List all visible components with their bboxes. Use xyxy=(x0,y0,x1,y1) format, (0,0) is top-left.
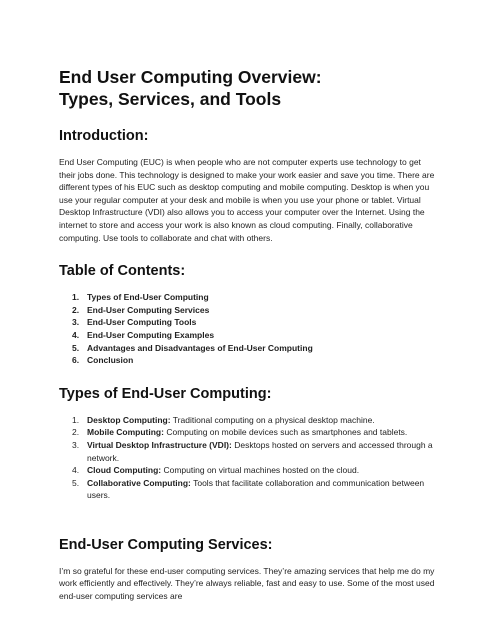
types-item-number: 4. xyxy=(72,465,80,476)
types-item xyxy=(59,439,439,464)
types-item-description: Computing on mobile devices such as smartphones and tablets. xyxy=(163,427,408,438)
toc-item-label: End-User Computing Examples xyxy=(87,329,215,340)
toc-item-number: 1. xyxy=(72,292,80,303)
toc-item-number: 4. xyxy=(72,329,80,340)
toc-heading: Table of Contents: xyxy=(59,263,186,280)
toc-item-label: End-User Computing Tools xyxy=(87,317,197,328)
types-item-description: Desktops hosted on servers and accessed through a network. xyxy=(87,439,433,463)
document-title-line-2: Types, Services, and Tools xyxy=(59,89,282,109)
types-item-number: 3. xyxy=(72,439,80,450)
toc-item-number: 5. xyxy=(72,342,80,353)
types-item-number: 5. xyxy=(72,477,80,488)
toc-item xyxy=(59,354,439,367)
types-item-term: Mobile Computing: xyxy=(87,427,164,438)
types-item xyxy=(59,414,439,427)
types-item-term: Desktop Computing: xyxy=(87,414,171,425)
toc-item-number: 3. xyxy=(72,317,80,328)
introduction-heading: Introduction: xyxy=(59,128,149,144)
toc-item-label: Conclusion xyxy=(87,355,134,366)
toc-item-label: End-User Computing Services xyxy=(87,304,210,315)
toc-item xyxy=(59,342,439,355)
types-item-number: 2. xyxy=(72,427,80,438)
types-item-description: Tools that facilitate collaboration and communication between users. xyxy=(87,477,425,501)
toc-item-label: Advantages and Disadvantages of End-User Computing xyxy=(87,342,313,353)
types-item-term: Collaborative Computing: xyxy=(87,477,191,488)
types-item xyxy=(59,426,439,439)
types-item-number: 1. xyxy=(72,414,80,425)
types-item-term: Cloud Computing: xyxy=(87,465,162,476)
introduction-paragraph: End User Computing (EUC) is when people who are not computer experts use technology to get their jobs done. This technology is designed to make your work easier and save you time. There are different types of his EUC such as desktop computing and mobile computing. Desktop is when you use your regular computer at your desk and mobile is when you use your phone or tablet. Virtual Desktop Infrastructure (VDI) also allows you to access your computer over the Internet. Using the internet to store and access your work is also known as cloud computing. Finally, collaborative computing. Use tools to collaborate and chat with others. xyxy=(59,157,435,243)
toc-item-label: Types of End-User Computing xyxy=(87,292,209,303)
document-title xyxy=(59,66,439,110)
types-item-term: Virtual Desktop Infrastructure (VDI): xyxy=(87,439,232,450)
types-item xyxy=(59,477,439,502)
document-page xyxy=(59,66,439,603)
toc-item xyxy=(59,291,439,304)
services-heading: End-User Computing Services: xyxy=(59,536,273,553)
types-item xyxy=(59,464,439,477)
types-item-description: Traditional computing on a physical desktop machine. xyxy=(170,414,375,425)
toc-item xyxy=(59,316,439,329)
toc-item-number: 6. xyxy=(72,355,80,366)
document-title-line-1: End User Computing Overview: xyxy=(59,67,322,87)
toc-item xyxy=(59,304,439,317)
types-list xyxy=(59,414,439,502)
toc-item-number: 2. xyxy=(72,304,80,315)
toc-item xyxy=(59,329,439,342)
toc-list xyxy=(59,291,439,367)
types-item-description: Computing on virtual machines hosted on the cloud. xyxy=(161,465,360,476)
services-paragraph: I’m so grateful for these end-user computing services. They’re amazing services that help me do my work efficiently and effectively. They’re always reliable, fast and easy to use. Some of the most used end-user computing services are xyxy=(59,565,435,602)
types-heading: Types of End-User Computing: xyxy=(59,385,272,402)
